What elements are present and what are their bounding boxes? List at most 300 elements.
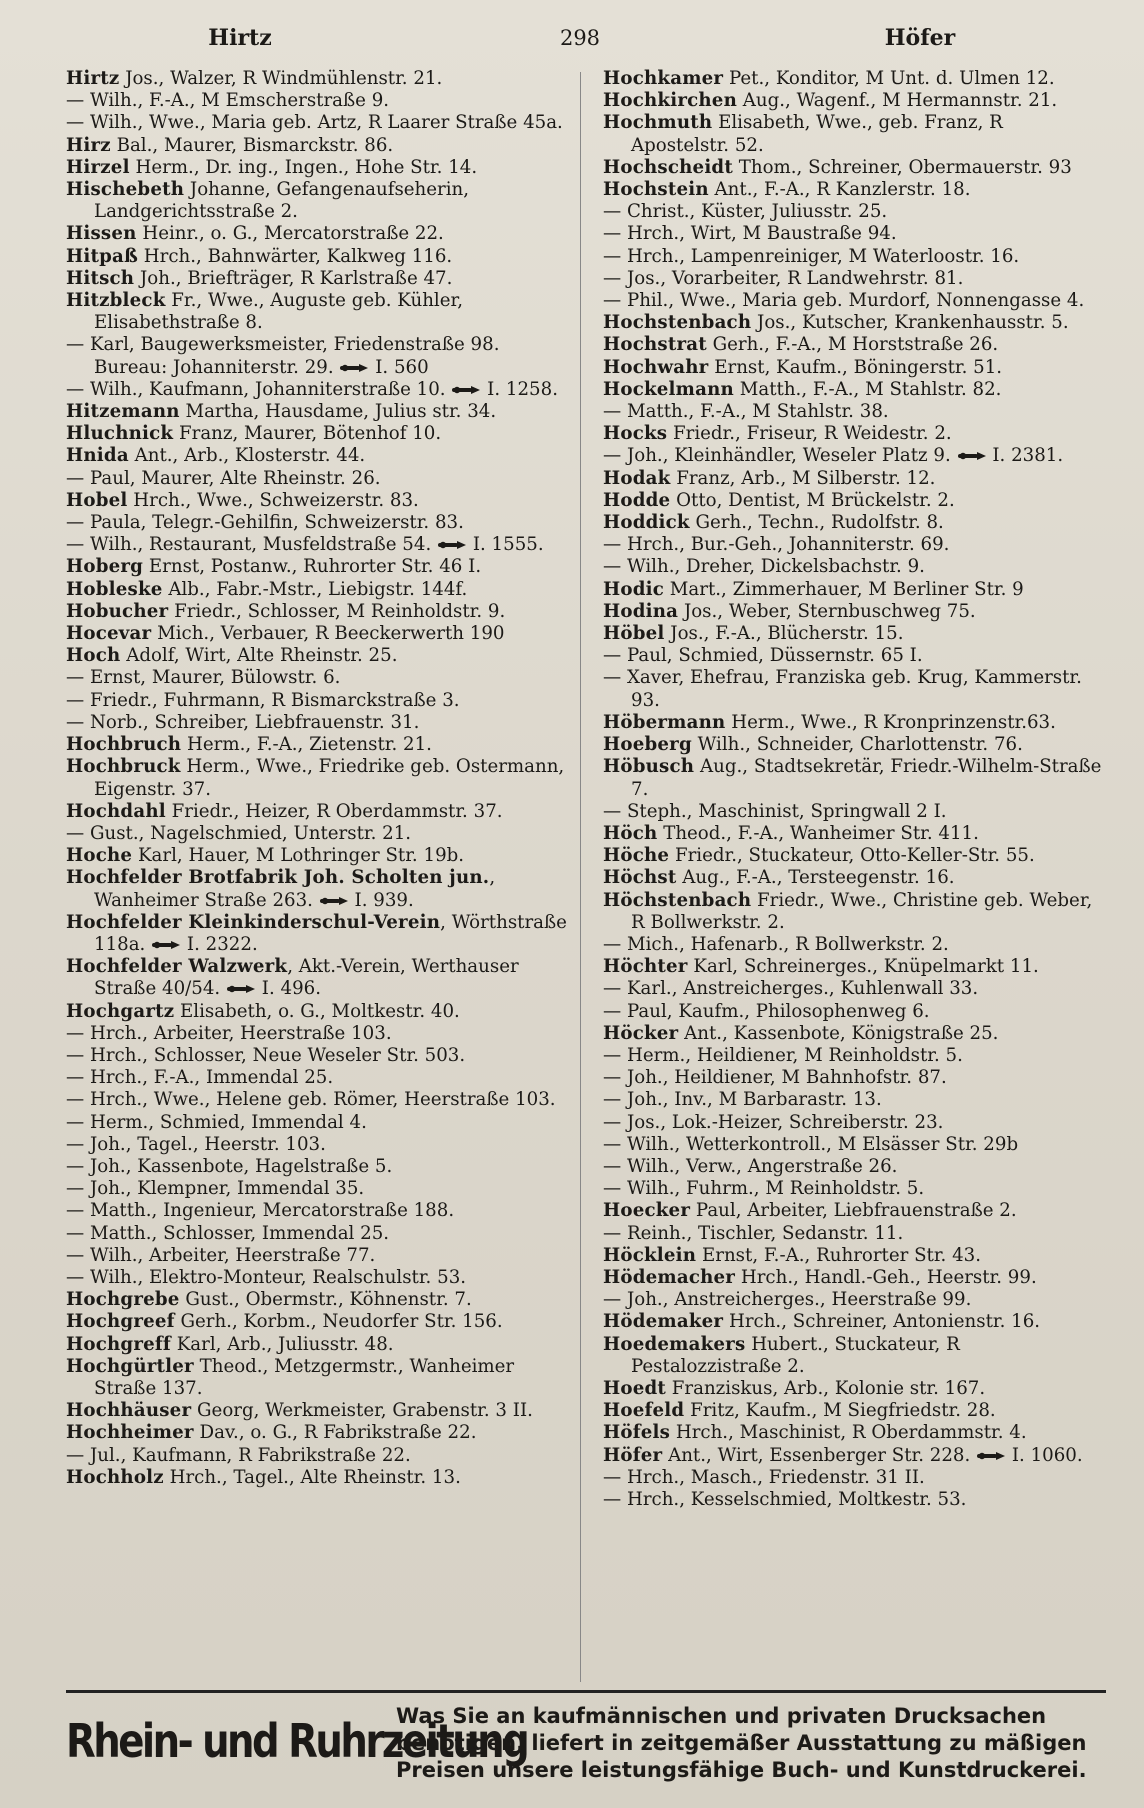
entry-details: — Hrch., Lampenreiniger, M Waterloostr. 16. <box>603 245 1020 267</box>
entry-details: Franz, Maurer, Bötenhof 10. <box>173 423 442 445</box>
directory-entry <box>66 956 576 1000</box>
entry-details: — Hrch., Wwe., Helene geb. Römer, Heerstraße 103. <box>66 1089 556 1111</box>
entry-details: Friedr., Heizer, R Oberdammstr. 37. <box>165 800 503 822</box>
entry-details: Otto, Dentist, M Brückelstr. 2. <box>670 489 955 511</box>
directory-entry <box>603 1311 1103 1333</box>
directory-entry <box>66 112 576 134</box>
entry-details: Friedr., Friseur, R Weidestr. 2. <box>667 423 952 445</box>
directory-entry <box>66 1134 576 1156</box>
entry-details: Wilh., Schneider, Charlottenstr. 76. <box>691 734 1023 756</box>
entry-surname: Hischebeth <box>66 179 185 201</box>
entry-details: — Matth., Schlosser, Immendal 25. <box>66 1222 390 1244</box>
entry-details: Heinr., o. G., Mercatorstraße 22. <box>136 223 444 245</box>
directory-entry <box>603 68 1103 90</box>
directory-entry <box>603 667 1103 711</box>
directory-entry <box>603 1422 1103 1444</box>
entry-details: Franz, Arb., M Silberstr. 12. <box>670 467 936 489</box>
entry-details: Franziskus, Arb., Kolonie str. 167. <box>666 1377 986 1399</box>
entry-details: Hrch., Tagel., Alte Rheinstr. 13. <box>163 1466 461 1488</box>
entry-details: Friedr., Schlosser, M Reinholdstr. 9. <box>168 600 506 622</box>
directory-entry <box>66 712 576 734</box>
entry-details: — Paula, Telegr.-Gehilfin, Schweizerstr. 83. <box>66 512 464 534</box>
entry-phone-number: I. 1060. <box>1006 1444 1083 1466</box>
entry-phone-number: I. 2322. <box>181 933 258 955</box>
directory-entry <box>66 445 576 467</box>
directory-entry <box>66 1289 576 1311</box>
entry-surname: Hluchnick <box>66 423 174 445</box>
directory-entry <box>603 890 1103 934</box>
directory-entry <box>603 1334 1103 1378</box>
directory-entry <box>66 401 576 423</box>
entry-details: Herm., Wwe., R Kronprinzenstr.63. <box>725 711 1056 733</box>
entry-details: — Wilh., F.-A., M Emscherstraße 9. <box>66 90 390 112</box>
entry-details: — Reinh., Tischler, Sedanstr. 11. <box>603 1222 904 1244</box>
directory-entry <box>603 645 1103 667</box>
directory-entry <box>603 512 1103 534</box>
directory-entry <box>603 246 1103 268</box>
entry-details: — Wilh., Fuhrm., M Reinholdstr. 5. <box>603 1178 925 1200</box>
directory-entry <box>66 223 576 245</box>
directory-entry <box>603 468 1103 490</box>
directory-entry <box>66 468 576 490</box>
directory-entry <box>603 1200 1103 1222</box>
entry-surname: Höchstenbach <box>603 889 752 911</box>
directory-entry <box>603 1134 1103 1156</box>
entry-details: Friedr., Stuckateur, Otto-Keller-Str. 55. <box>669 845 1035 867</box>
directory-entry <box>66 1422 576 1444</box>
entry-surname: Hochgartz <box>66 1000 175 1022</box>
entry-details: Bal., Maurer, Bismarckstr. 86. <box>110 134 394 156</box>
entry-details: Thom., Schreiner, Obermauerstr. 93 <box>732 156 1072 178</box>
directory-entry <box>66 534 576 556</box>
telephone-symbol-icon <box>451 385 481 395</box>
entry-surname: Hoefeld <box>603 1400 685 1422</box>
entry-details: — Joh., Tagel., Heerstr. 103. <box>66 1133 326 1155</box>
footer-advertisement <box>66 1690 1106 1793</box>
entry-surname: Höcker <box>603 1022 679 1044</box>
directory-entry <box>603 534 1103 556</box>
entry-details: Theod., Metzgermstr., Wanheimer Straße 137. <box>94 1355 515 1399</box>
entry-details: Jos., Kutscher, Krankenhausstr. 5. <box>751 312 1069 334</box>
entry-surname: Hochstein <box>603 179 709 201</box>
directory-entry <box>66 845 576 867</box>
entry-details: Gerh., F.-A., M Horststraße 26. <box>706 334 999 356</box>
entry-surname: Hochfelder Walzwerk <box>66 956 288 978</box>
entry-details: Georg, Werkmeister, Grabenstr. 3 II. <box>191 1400 533 1422</box>
entry-details: Pet., Konditor, M Unt. d. Ulmen 12. <box>723 68 1055 89</box>
entry-details: Ant., F.-A., R Kanzlerstr. 18. <box>708 179 971 201</box>
entry-surname: Hochwahr <box>603 356 709 378</box>
directory-entry <box>603 490 1103 512</box>
directory-entry <box>603 423 1103 445</box>
directory-entry <box>66 623 576 645</box>
directory-entry <box>66 379 576 401</box>
entry-surname: Höchter <box>603 956 688 978</box>
directory-entry <box>603 90 1103 112</box>
entry-details: Aug., Wagenf., M Hermannstr. 21. <box>737 90 1058 112</box>
directory-entry <box>66 1467 576 1489</box>
entry-details: Ernst, Kaufm., Böningerstr. 51. <box>708 356 1003 378</box>
entry-details: — Joh., Kassenbote, Hagelstraße 5. <box>66 1155 393 1177</box>
directory-entry <box>603 1289 1103 1311</box>
directory-entry <box>66 246 576 268</box>
directory-entry <box>66 268 576 290</box>
entry-details: Adolf, Wirt, Alte Rheinstr. 25. <box>120 645 398 667</box>
entry-details: — Paul, Schmied, Düssernstr. 65 I. <box>603 645 923 667</box>
entry-details: Fr., Wwe., Auguste geb. Kühler, Elisabethstraße 8. <box>94 290 463 334</box>
entry-details: , Wanheimer Straße 263. <box>94 867 496 911</box>
directory-entry <box>603 312 1103 334</box>
entry-surname: Hoche <box>66 845 133 867</box>
entry-surname: Höche <box>603 845 670 867</box>
entry-surname: Hödemacher <box>603 1266 736 1288</box>
entry-details: — Hrch., Masch., Friedenstr. 31 II. <box>603 1466 925 1488</box>
entry-details: Ant., Arb., Klosterstr. 44. <box>128 445 366 467</box>
entry-surname: Hochfelder Kleinkinderschul-Verein <box>66 911 441 933</box>
entry-surname: Hoedt <box>603 1377 667 1399</box>
entry-details: Paul, Arbeiter, Liebfrauenstraße 2. <box>690 1200 1017 1222</box>
directory-entry <box>603 579 1103 601</box>
page-header <box>60 18 1100 58</box>
directory-entry <box>603 601 1103 623</box>
directory-entry <box>66 1178 576 1200</box>
entry-details: — Gust., Nagelschmied, Unterstr. 21. <box>66 822 412 844</box>
directory-entry <box>66 490 576 512</box>
entry-surname: Hochstrat <box>603 334 707 356</box>
directory-entry <box>603 734 1103 756</box>
directory-entry <box>603 1467 1103 1489</box>
directory-entry <box>66 157 576 179</box>
entry-details: , Akt.-Verein, Werthauser Straße 40/54. <box>94 956 519 1000</box>
directory-entry <box>603 268 1103 290</box>
entry-phone-number: I. 1258. <box>481 378 558 400</box>
directory-entry <box>603 1489 1103 1511</box>
entry-surname: Hochkamer <box>603 68 724 89</box>
directory-entry <box>603 1267 1103 1289</box>
telephone-symbol-icon <box>151 940 181 950</box>
entry-details: — Norb., Schreiber, Liebfrauenstr. 31. <box>66 711 420 733</box>
newspaper-brand: Rhein- und Ruhrzeitung <box>66 1714 528 1768</box>
directory-entry <box>603 712 1103 734</box>
entry-details: — Matth., F.-A., M Stahlstr. 38. <box>603 401 889 423</box>
entry-details: — Wilh., Restaurant, Musfeldstraße 54. <box>66 534 432 556</box>
entry-surname: Hochheimer <box>66 1422 194 1444</box>
entry-surname: Hochbruck <box>66 756 181 778</box>
telephone-symbol-icon <box>437 540 467 550</box>
entry-surname: Hodde <box>603 489 671 511</box>
directory-entry <box>66 756 576 800</box>
directory-entry <box>66 1400 576 1422</box>
entry-surname: Hochholz <box>66 1466 164 1488</box>
entry-surname: Hodak <box>603 467 671 489</box>
directory-entry <box>603 1045 1103 1067</box>
directory-entry <box>66 512 576 534</box>
entry-surname: Hnida <box>66 445 129 467</box>
directory-entry <box>603 112 1103 156</box>
entry-surname: Hobel <box>66 489 128 511</box>
entry-details: — Phil., Wwe., Maria geb. Murdorf, Nonnengasse 4. <box>603 290 1085 312</box>
entry-surname: Hirz <box>66 134 111 156</box>
entry-surname: Hochscheidt <box>603 156 733 178</box>
entry-details: — Hrch., Bur.-Geh., Johanniterstr. 69. <box>603 534 950 556</box>
directory-entry <box>603 1023 1103 1045</box>
directory-entry <box>66 801 576 823</box>
directory-entry <box>603 556 1103 578</box>
directory-entry <box>603 445 1103 467</box>
entry-details: Matth., F.-A., M Stahlstr. 82. <box>733 378 1002 400</box>
entry-details: Gust., Obermstr., Köhnenstr. 7. <box>179 1289 472 1311</box>
entry-surname: Hochkirchen <box>603 90 737 112</box>
directory-entry <box>603 1156 1103 1178</box>
entry-details: Aug., F.-A., Tersteegenstr. 16. <box>676 867 955 889</box>
entry-surname: Hodina <box>603 600 679 622</box>
entry-surname: Hitzemann <box>66 401 180 423</box>
entry-details: — Hrch., Arbeiter, Heerstraße 103. <box>66 1022 392 1044</box>
entry-surname: Höchst <box>603 867 677 889</box>
directory-entry <box>66 690 576 712</box>
entry-details: Theod., F.-A., Wanheimer Str. 411. <box>657 822 979 844</box>
advertisement-text: Was Sie an kaufmännischen und privaten Drucksachen benötigen, liefert in zeitgemäßer Ausstattung zu mäßigen Preisen unsere leistungsfähige Buch- und Kunstdruckerei. <box>396 1704 1087 1782</box>
entry-surname: Höfer <box>603 1444 663 1466</box>
directory-entry <box>66 1112 576 1134</box>
entry-details: — Karl, Baugewerksmeister, Friedenstraße 98. Bureau: Johanniterstr. 29. <box>66 334 500 378</box>
entry-surname: Hödemaker <box>603 1311 724 1333</box>
directory-entry <box>66 90 576 112</box>
directory-entry <box>66 579 576 601</box>
entry-details: Karl, Schreinerges., Knüpelmarkt 11. <box>687 956 1039 978</box>
entry-surname: Hitpaß <box>66 245 139 267</box>
telephone-symbol-icon <box>339 363 369 373</box>
entry-details: — Hrch., Schlosser, Neue Weseler Str. 503. <box>66 1044 466 1066</box>
entry-details: — Wilh., Kaufmann, Johanniterstraße 10. <box>66 378 446 400</box>
telephone-symbol-icon <box>319 896 349 906</box>
directory-entry <box>603 1378 1103 1400</box>
entry-details: — Hrch., F.-A., Immendal 25. <box>66 1067 334 1089</box>
entry-details: Ernst, F.-A., Ruhrorter Str. 43. <box>696 1244 982 1266</box>
entry-surname: Hoedemakers <box>603 1333 746 1355</box>
entry-details: — Wilh., Dreher, Dickelsbachstr. 9. <box>603 556 925 578</box>
entry-details: Gerh., Korbm., Neudorfer Str. 156. <box>174 1311 503 1333</box>
entry-surname: Hodic <box>603 578 665 600</box>
entry-details: Jos., F.-A., Blücherstr. 15. <box>664 623 904 645</box>
entry-surname: Hissen <box>66 223 137 245</box>
entry-surname: Höbel <box>603 623 665 645</box>
entry-phone-number: I. 560 <box>369 356 429 378</box>
header-right-keyword: Höfer <box>884 25 956 51</box>
directory-entry <box>66 1356 576 1400</box>
entry-details: — Xaver, Ehefrau, Franziska geb. Krug, Kammerstr. 93. <box>603 667 1082 711</box>
entry-details: Jos., Weber, Sternbuschweg 75. <box>678 600 976 622</box>
entry-surname: Hobleske <box>66 578 163 600</box>
entry-details: Karl, Arb., Juliusstr. 48. <box>170 1333 394 1355</box>
directory-entry <box>66 556 576 578</box>
entry-surname: Höfels <box>603 1422 671 1444</box>
entry-surname: Hocevar <box>66 623 152 645</box>
entry-details: Aug., Stadtsekretär, Friedr.-Wilhelm-Straße 7. <box>631 756 1102 800</box>
entry-surname: Höbusch <box>603 756 695 778</box>
entry-details: — Steph., Maschinist, Springwall 2 I. <box>603 800 947 822</box>
entry-details: — Jos., Lok.-Heizer, Schreiberstr. 23. <box>603 1111 944 1133</box>
directory-entry <box>603 1445 1103 1467</box>
directory-entry <box>66 290 576 334</box>
entry-surname: Hochdahl <box>66 800 166 822</box>
page-number: 298 <box>559 26 601 50</box>
directory-entry <box>66 823 576 845</box>
entry-details: Alb., Fabr.-Mstr., Liebigstr. 144f. <box>162 578 468 600</box>
directory-entry <box>66 1267 576 1289</box>
telephone-symbol-icon <box>957 451 987 461</box>
entry-details: , Wörthstraße 118a. <box>94 911 567 955</box>
directory-entry <box>603 357 1103 379</box>
entry-details: Hubert., Stuckateur, R Pestalozzistraße 2. <box>631 1333 960 1377</box>
directory-entry <box>603 978 1103 1000</box>
directory-entry <box>66 1156 576 1178</box>
directory-entry <box>66 1001 576 1023</box>
entry-details: — Herm., Heildiener, M Reinholdstr. 5. <box>603 1044 963 1066</box>
directory-entry <box>66 645 576 667</box>
entry-surname: Hoddick <box>603 512 690 534</box>
entry-surname: Hockelmann <box>603 378 734 400</box>
header-left-keyword: Hirtz <box>208 25 272 51</box>
entry-surname: Hobucher <box>66 600 169 622</box>
directory-entry <box>66 867 576 911</box>
entry-details: Gerh., Techn., Rudolfstr. 8. <box>689 512 944 534</box>
entry-surname: Höch <box>603 822 658 844</box>
entry-details: Hrch., Maschinist, R Oberdammstr. 4. <box>670 1422 1027 1444</box>
entry-surname: Höbermann <box>603 711 726 733</box>
directory-entry <box>66 601 576 623</box>
entry-details: — Matth., Ingenieur, Mercatorstraße 188. <box>66 1200 455 1222</box>
directory-entry <box>66 734 576 756</box>
entry-surname: Hocks <box>603 423 668 445</box>
entry-details: — Wilh., Elektro-Monteur, Realschulstr. 53. <box>66 1266 467 1288</box>
entry-details: Herm., Wwe., Friedrike geb. Ostermann, Eigenstr. 37. <box>94 756 565 800</box>
directory-entry <box>603 1223 1103 1245</box>
directory-entry <box>603 1112 1103 1134</box>
entry-details: Karl, Hauer, M Lothringer Str. 19b. <box>132 845 465 867</box>
directory-entry <box>66 1045 576 1067</box>
telephone-symbol-icon <box>226 984 256 994</box>
directory-entry <box>603 801 1103 823</box>
directory-entry <box>603 223 1103 245</box>
left-column <box>66 68 576 1489</box>
entry-details: — Christ., Küster, Juliusstr. 25. <box>603 201 888 223</box>
directory-entry <box>66 423 576 445</box>
entry-surname: Hochhäuser <box>66 1400 192 1422</box>
right-column <box>603 68 1103 1511</box>
directory-entry <box>66 179 576 223</box>
directory-entry <box>603 1089 1103 1111</box>
entry-surname: Hochgürtler <box>66 1355 194 1377</box>
entry-details: — Jos., Vorarbeiter, R Landwehrstr. 81. <box>603 267 964 289</box>
directory-entry <box>603 379 1103 401</box>
entry-details: — Wilh., Wetterkontroll., M Elsässer Str. 29b <box>603 1133 1019 1155</box>
directory-entry <box>66 1067 576 1089</box>
entry-phone-number: I. 496. <box>256 978 322 1000</box>
entry-details: Ernst, Postanw., Ruhrorter Str. 46 I. <box>143 556 482 578</box>
directory-entry <box>66 1245 576 1267</box>
entry-details: Martha, Hausdame, Julius str. 34. <box>179 401 497 423</box>
entry-details: Herm., Dr. ing., Ingen., Hohe Str. 14. <box>129 156 478 178</box>
entry-details: — Paul, Maurer, Alte Rheinstr. 26. <box>66 467 381 489</box>
entry-details: — Paul, Kaufm., Philosophenweg 6. <box>603 1000 930 1022</box>
entry-details: Mart., Zimmerhauer, M Berliner Str. 9 <box>664 578 1024 600</box>
entry-details: — Mich., Hafenarb., R Bollwerkstr. 2. <box>603 933 949 955</box>
entry-details: — Wilh., Verw., Angerstraße 26. <box>603 1155 898 1177</box>
entry-surname: Hirtz <box>66 68 120 89</box>
directory-entry <box>603 179 1103 201</box>
entry-details: — Joh., Heildiener, M Bahnhofstr. 87. <box>603 1067 947 1089</box>
entry-surname: Hitsch <box>66 267 135 289</box>
directory-entry <box>66 334 576 378</box>
entry-surname: Hochbruch <box>66 734 182 756</box>
entry-details: — Wilh., Wwe., Maria geb. Artz, R Laarer Straße 45a. <box>66 112 563 134</box>
entry-details: Fritz, Kaufm., M Siegfriedstr. 28. <box>684 1400 996 1422</box>
entry-details: Elisabeth, o. G., Moltkestr. 40. <box>174 1000 460 1022</box>
directory-entry <box>603 1400 1103 1422</box>
directory-entry <box>603 1245 1103 1267</box>
entry-surname: Hochfelder Brotfabrik Joh. Scholten jun. <box>66 867 490 889</box>
entry-phone-number: I. 2381. <box>986 445 1064 467</box>
entry-surname: Höcklein <box>603 1244 697 1266</box>
entry-surname: Hochmuth <box>603 112 713 134</box>
directory-entry <box>603 1001 1103 1023</box>
entry-surname: Hoeberg <box>603 734 692 756</box>
entry-details: Ant., Wirt, Essenberger Str. 228. <box>662 1444 971 1466</box>
directory-entry <box>603 756 1103 800</box>
entry-surname: Hochgreef <box>66 1311 175 1333</box>
directory-entry <box>603 334 1103 356</box>
entry-details: — Joh., Anstreicherges., Heerstraße 99. <box>603 1289 972 1311</box>
entry-surname: Hochgreff <box>66 1333 171 1355</box>
entry-details: Hrch., Handl.-Geh., Heerstr. 99. <box>735 1266 1037 1288</box>
directory-entry <box>66 1445 576 1467</box>
entry-details: — Karl., Anstreicherges., Kuhlenwall 33. <box>603 978 979 1000</box>
entry-surname: Hoch <box>66 645 121 667</box>
entry-details: Johanne, Gefangenaufseherin, Landgerichtsstraße 2. <box>94 179 470 223</box>
directory-entry <box>603 401 1103 423</box>
directory-entry <box>66 1223 576 1245</box>
directory-entry <box>603 201 1103 223</box>
entry-details: Friedr., Wwe., Christine geb. Weber, R Bollwerkstr. 2. <box>631 889 1093 933</box>
directory-entry <box>603 1067 1103 1089</box>
directory-entry <box>603 956 1103 978</box>
entry-details: — Hrch., Kesselschmied, Moltkestr. 53. <box>603 1489 967 1510</box>
entry-details: Ant., Kassenbote, Königstraße 25. <box>678 1022 999 1044</box>
entry-details: Elisabeth, Wwe., geb. Franz, R Apostelstr. 52. <box>631 112 1003 156</box>
entry-details: Hrch., Bahnwärter, Kalkweg 116. <box>138 245 453 267</box>
directory-entry <box>603 623 1103 645</box>
entry-phone-number: I. 1555. <box>467 534 544 556</box>
directory-entry <box>603 867 1103 889</box>
entry-details: — Joh., Klempner, Immendal 35. <box>66 1178 365 1200</box>
entry-details: — Herm., Schmied, Immendal 4. <box>66 1111 367 1133</box>
directory-entry <box>66 1200 576 1222</box>
entry-details: Hrch., Wwe., Schweizerstr. 83. <box>127 489 419 511</box>
entry-surname: Hoberg <box>66 556 144 578</box>
entry-details: — Friedr., Fuhrmann, R Bismarckstraße 3. <box>66 689 460 711</box>
column-divider <box>580 72 581 1682</box>
directory-entry <box>66 667 576 689</box>
entry-surname: Hoecker <box>603 1200 691 1222</box>
directory-entry <box>66 135 576 157</box>
directory-entry <box>603 823 1103 845</box>
directory-entry <box>66 912 576 956</box>
entry-details: — Wilh., Arbeiter, Heerstraße 77. <box>66 1244 376 1266</box>
directory-entry <box>603 1178 1103 1200</box>
directory-entry <box>603 934 1103 956</box>
entry-details: — Joh., Inv., M Barbarastr. 13. <box>603 1089 882 1111</box>
